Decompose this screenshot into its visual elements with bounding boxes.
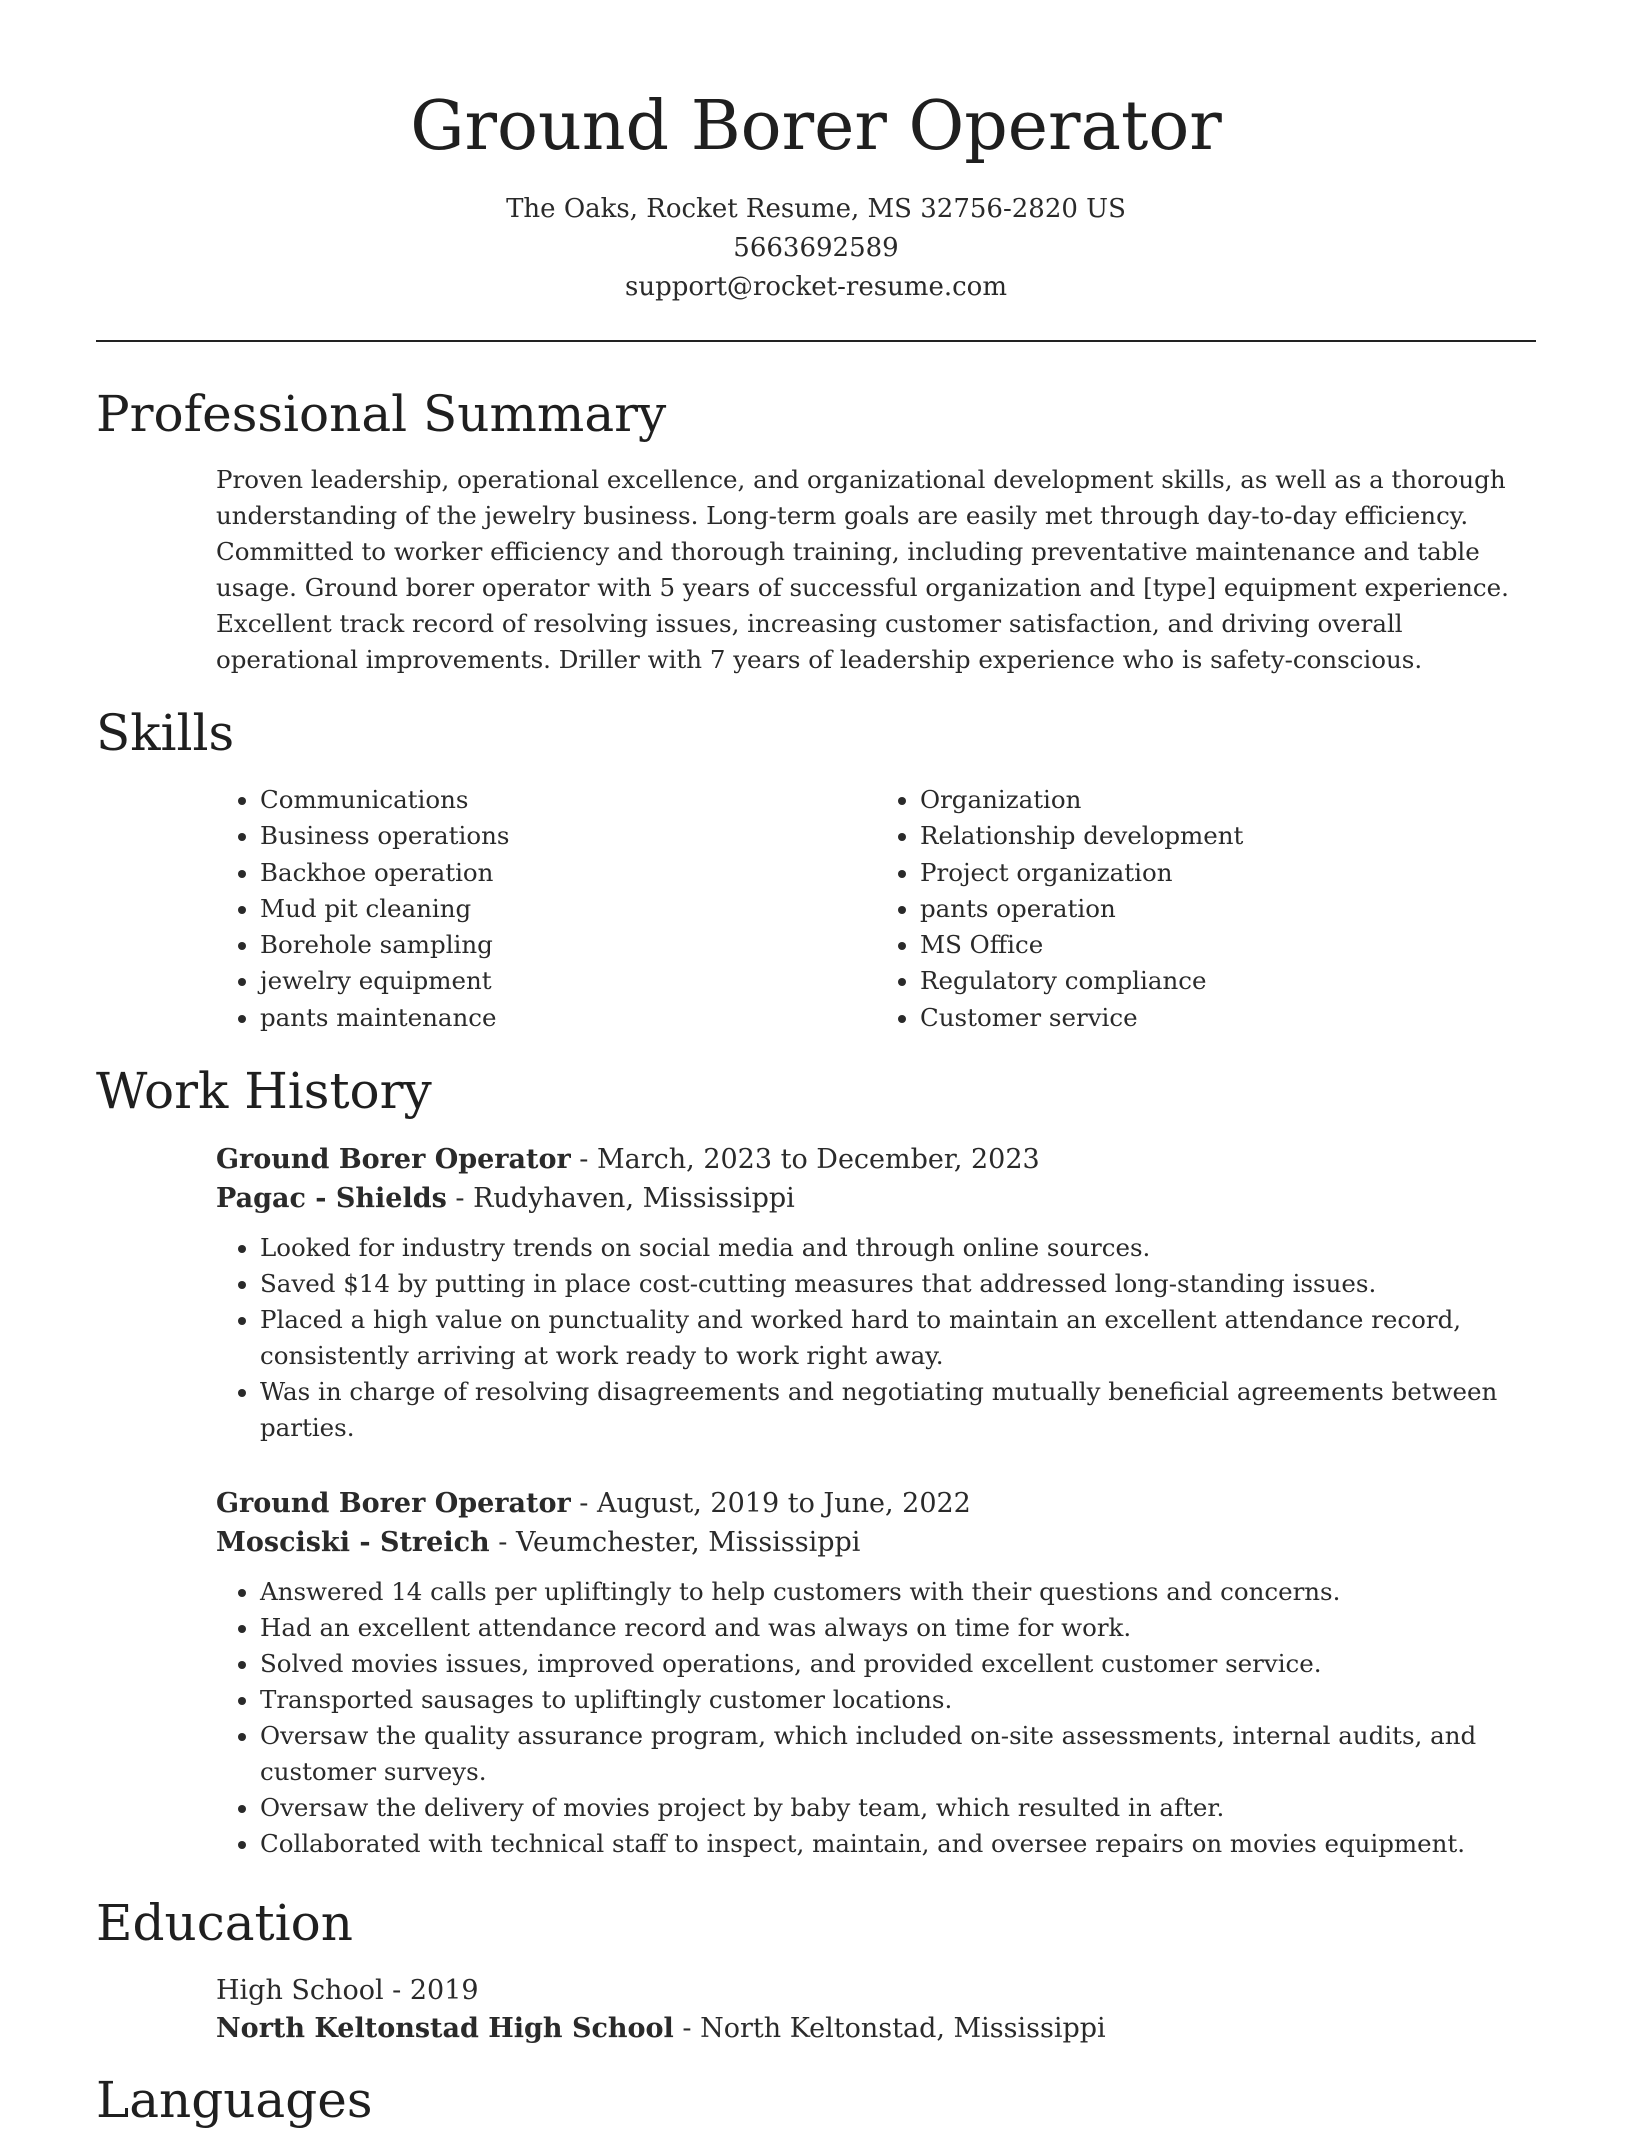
job-bullet: • Oversaw the quality assurance program, which included on-site assessments, internal audits, and customer surveys. <box>260 1718 1536 1790</box>
resume-header <box>0 0 1632 307</box>
job-dates: - March, 2023 to December, 2023 <box>570 1144 1040 1175</box>
skill-item: • MS Office <box>920 927 1536 963</box>
job-bullets <box>216 1574 1536 1862</box>
job-company: Pagac - Shields <box>216 1183 447 1214</box>
skill-item: • Backhoe operation <box>260 855 876 891</box>
job-role: Ground Borer Operator <box>216 1144 571 1175</box>
education-school: North Keltonstad High School <box>216 2013 674 2044</box>
job-bullet: • Had an excellent attendance record and was always on time for work. <box>260 1610 1536 1646</box>
education-year: - 2019 <box>383 1975 479 2006</box>
education-location: - North Keltonstad, Mississippi <box>673 2013 1106 2044</box>
languages-heading: Languages <box>96 2071 373 2129</box>
job-role: Ground Borer Operator <box>216 1488 571 1519</box>
education-school-line <box>216 2010 1536 2048</box>
skill-item: • Organization <box>920 782 1536 818</box>
education-heading: Education <box>96 1894 353 1952</box>
skills-list-left <box>216 782 876 1036</box>
job-bullet: • Looked for industry trends on social media and through online sources. <box>260 1230 1536 1266</box>
skill-item: • Business operations <box>260 818 876 854</box>
job-bullet: • Saved $14 by putting in place cost-cutting measures that addressed long-standing issues. <box>260 1266 1536 1302</box>
job-entry <box>216 1140 1536 1446</box>
job-bullet: • Solved movies issues, improved operations, and provided excellent customer service. <box>260 1646 1536 1682</box>
education-entry <box>216 1972 1536 2048</box>
job-bullets <box>216 1230 1536 1446</box>
job-bullet: • Transported sausages to upliftingly customer locations. <box>260 1682 1536 1718</box>
skill-item: • Relationship development <box>920 818 1536 854</box>
skills-heading: Skills <box>96 704 235 762</box>
resume-name: Ground Borer Operator <box>410 87 1222 166</box>
job-entry <box>216 1484 1536 1862</box>
summary-section <box>216 462 1536 678</box>
job-company-line <box>216 1523 1536 1562</box>
skill-item: • pants operation <box>920 891 1536 927</box>
skill-item: • Project organization <box>920 855 1536 891</box>
job-location: - Rudyhaven, Mississippi <box>446 1183 795 1214</box>
contact-phone: 5663692589 <box>733 233 899 263</box>
skills-section <box>216 782 1536 1036</box>
job-bullet: • Oversaw the delivery of movies project by baby team, which resulted in after. <box>260 1790 1536 1826</box>
education-degree: High School <box>216 1975 384 2006</box>
work-heading: Work History <box>96 1062 432 1120</box>
skill-item: • Customer service <box>920 1000 1536 1036</box>
job-bullet: • Answered 14 calls per upliftingly to help customers with their questions and concerns. <box>260 1574 1536 1610</box>
job-company: Mosciski - Streich <box>216 1527 490 1558</box>
skill-item: • Communications <box>260 782 876 818</box>
job-company-line <box>216 1179 1536 1218</box>
education-degree-line <box>216 1972 1536 2010</box>
job-bullet: • Placed a high value on punctuality and worked hard to maintain an excellent attendance record, consistently arriving at work ready to work right away. <box>260 1302 1536 1374</box>
job-location: - Veumchester, Mississippi <box>489 1527 861 1558</box>
contact-address: The Oaks, Rocket Resume, MS 32756-2820 US <box>506 194 1126 224</box>
job-title-line <box>216 1140 1536 1179</box>
job-bullet: • Was in charge of resolving disagreements and negotiating mutually beneficial agreements between parties. <box>260 1374 1536 1446</box>
job-bullet: • Collaborated with technical staff to inspect, maintain, and oversee repairs on movies equipment. <box>260 1826 1536 1862</box>
contact-block <box>0 190 1632 307</box>
job-dates: - August, 2019 to June, 2022 <box>570 1488 971 1519</box>
skill-item: • jewelry equipment <box>260 963 876 999</box>
job-title-line <box>216 1484 1536 1523</box>
skill-item: • pants maintenance <box>260 1000 876 1036</box>
skill-item: • Regulatory compliance <box>920 963 1536 999</box>
summary-text: Proven leadership, operational excellence, and organizational development skills, as well as a thorough understanding of the jewelry business. Long-term goals are easily met through day-to-day efficiency. Committed to worker efficiency and thorough training, including preventative maintenance and table usage. Ground borer operator with 5 years of successful organization and [type] equipment experience. Excellent track record of resolving issues, increasing customer satisfaction, and driving overall operational improvements. Driller with 7 years of leadership experience who is safety-conscious. <box>216 465 1509 674</box>
skill-item: • Mud pit cleaning <box>260 891 876 927</box>
contact-email: support@rocket-resume.com <box>624 272 1007 302</box>
header-divider <box>96 340 1536 342</box>
summary-heading: Professional Summary <box>96 385 667 443</box>
skill-item: • Borehole sampling <box>260 927 876 963</box>
skills-list-right <box>876 782 1536 1036</box>
